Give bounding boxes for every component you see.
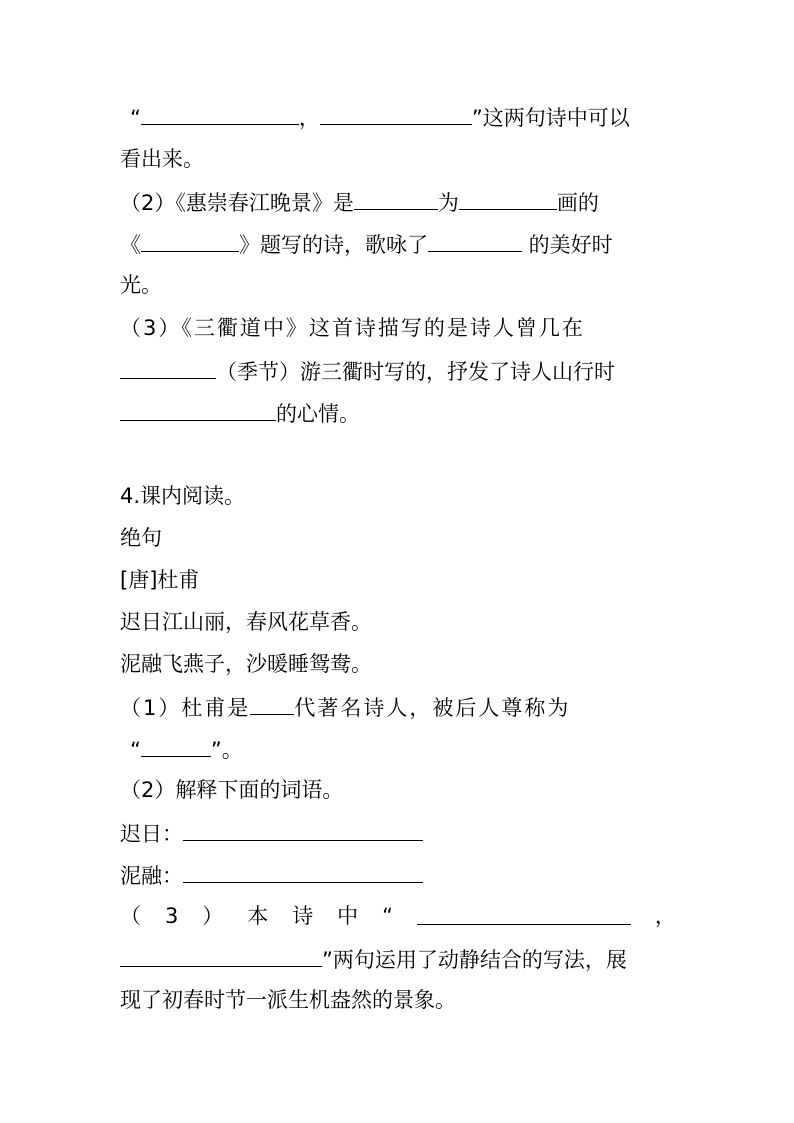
text: “ — [382, 904, 393, 928]
answer-blank[interactable] — [459, 181, 557, 210]
answer-blank[interactable] — [354, 181, 438, 210]
text: 本 — [247, 904, 269, 928]
comma: ， — [654, 904, 676, 928]
poem-title: 绝句 — [120, 526, 162, 550]
answer-blank[interactable] — [428, 223, 522, 252]
text: 《 — [120, 233, 141, 257]
text: 画的 — [556, 191, 599, 215]
text: 诗 — [292, 904, 314, 928]
text: （ — [120, 904, 141, 928]
q3-sub2-line-2 — [120, 223, 676, 263]
section-4-heading: 4.课内阅读。 — [120, 484, 246, 508]
poem-author: [唐]杜甫 — [120, 568, 200, 592]
answer-blank[interactable] — [320, 96, 472, 125]
q3-cont-line-2: 看出来。 — [120, 147, 204, 171]
open-quote: “ — [130, 738, 141, 762]
answer-blank[interactable] — [417, 896, 631, 925]
q4-sub3-line-2 — [120, 938, 676, 978]
poem-line-1: 迟日江山丽，春风花草香。 — [120, 610, 372, 634]
q3-cont-line-1 — [120, 96, 676, 136]
poem-line-2: 泥融飞燕子，沙暖睡鸳鸯。 — [120, 652, 372, 676]
text: 3 — [164, 904, 179, 928]
answer-blank[interactable] — [120, 938, 322, 967]
q4-sub3-line-1 — [120, 896, 676, 936]
q3-sub2-line-1 — [120, 181, 676, 221]
q4-sub2: （2）解释下面的词语。 — [120, 778, 344, 802]
answer-blank[interactable] — [141, 223, 239, 252]
text: （2）《惠崇春江晚景》是 — [120, 191, 354, 215]
answer-blank[interactable] — [120, 350, 216, 379]
q3-sub3-line-3 — [120, 392, 676, 432]
answer-blank[interactable] — [183, 854, 423, 883]
q3-sub2-line-3: 光。 — [120, 273, 162, 297]
q4-sub1-line-2 — [120, 728, 676, 768]
q4-sub2-word-2 — [120, 854, 676, 894]
answer-blank[interactable] — [141, 96, 299, 125]
text: 的心情。 — [276, 402, 360, 426]
q4-sub3-line-3: 现了初春时节一派生机盎然的景象。 — [120, 988, 456, 1012]
text: 》题写的诗，歌咏了 — [239, 233, 428, 257]
comma: ， — [298, 106, 320, 130]
answer-blank[interactable] — [250, 686, 294, 715]
text: 为 — [437, 191, 459, 215]
text: 中 — [337, 904, 359, 928]
term-label: 泥融： — [120, 864, 183, 888]
text: ”两句运用了动静结合的写法，展 — [322, 948, 627, 972]
text: （1）杜甫是 — [120, 696, 251, 720]
answer-blank[interactable] — [183, 812, 423, 841]
q4-sub2-word-1 — [120, 812, 676, 852]
answer-blank[interactable] — [120, 392, 276, 421]
text: （季节）游三衢时写的，抒发了诗人山行时 — [216, 360, 615, 384]
q3-sub3-line-2 — [120, 350, 676, 390]
text: 的美好时 — [522, 233, 613, 257]
q4-sub1-line-1 — [120, 686, 676, 726]
close-quote: ”。 — [210, 738, 243, 762]
text: ） — [202, 904, 224, 928]
text: ”这两句诗中可以 — [471, 106, 630, 130]
term-label: 迟日： — [120, 822, 183, 846]
open-quote: “ — [130, 106, 141, 130]
text: 代著名诗人，被后人尊称为 — [294, 696, 571, 720]
answer-blank[interactable] — [141, 728, 211, 757]
q3-sub3-line-1: （3）《三衢道中》这首诗描写的是诗人曾几在 — [120, 316, 585, 340]
